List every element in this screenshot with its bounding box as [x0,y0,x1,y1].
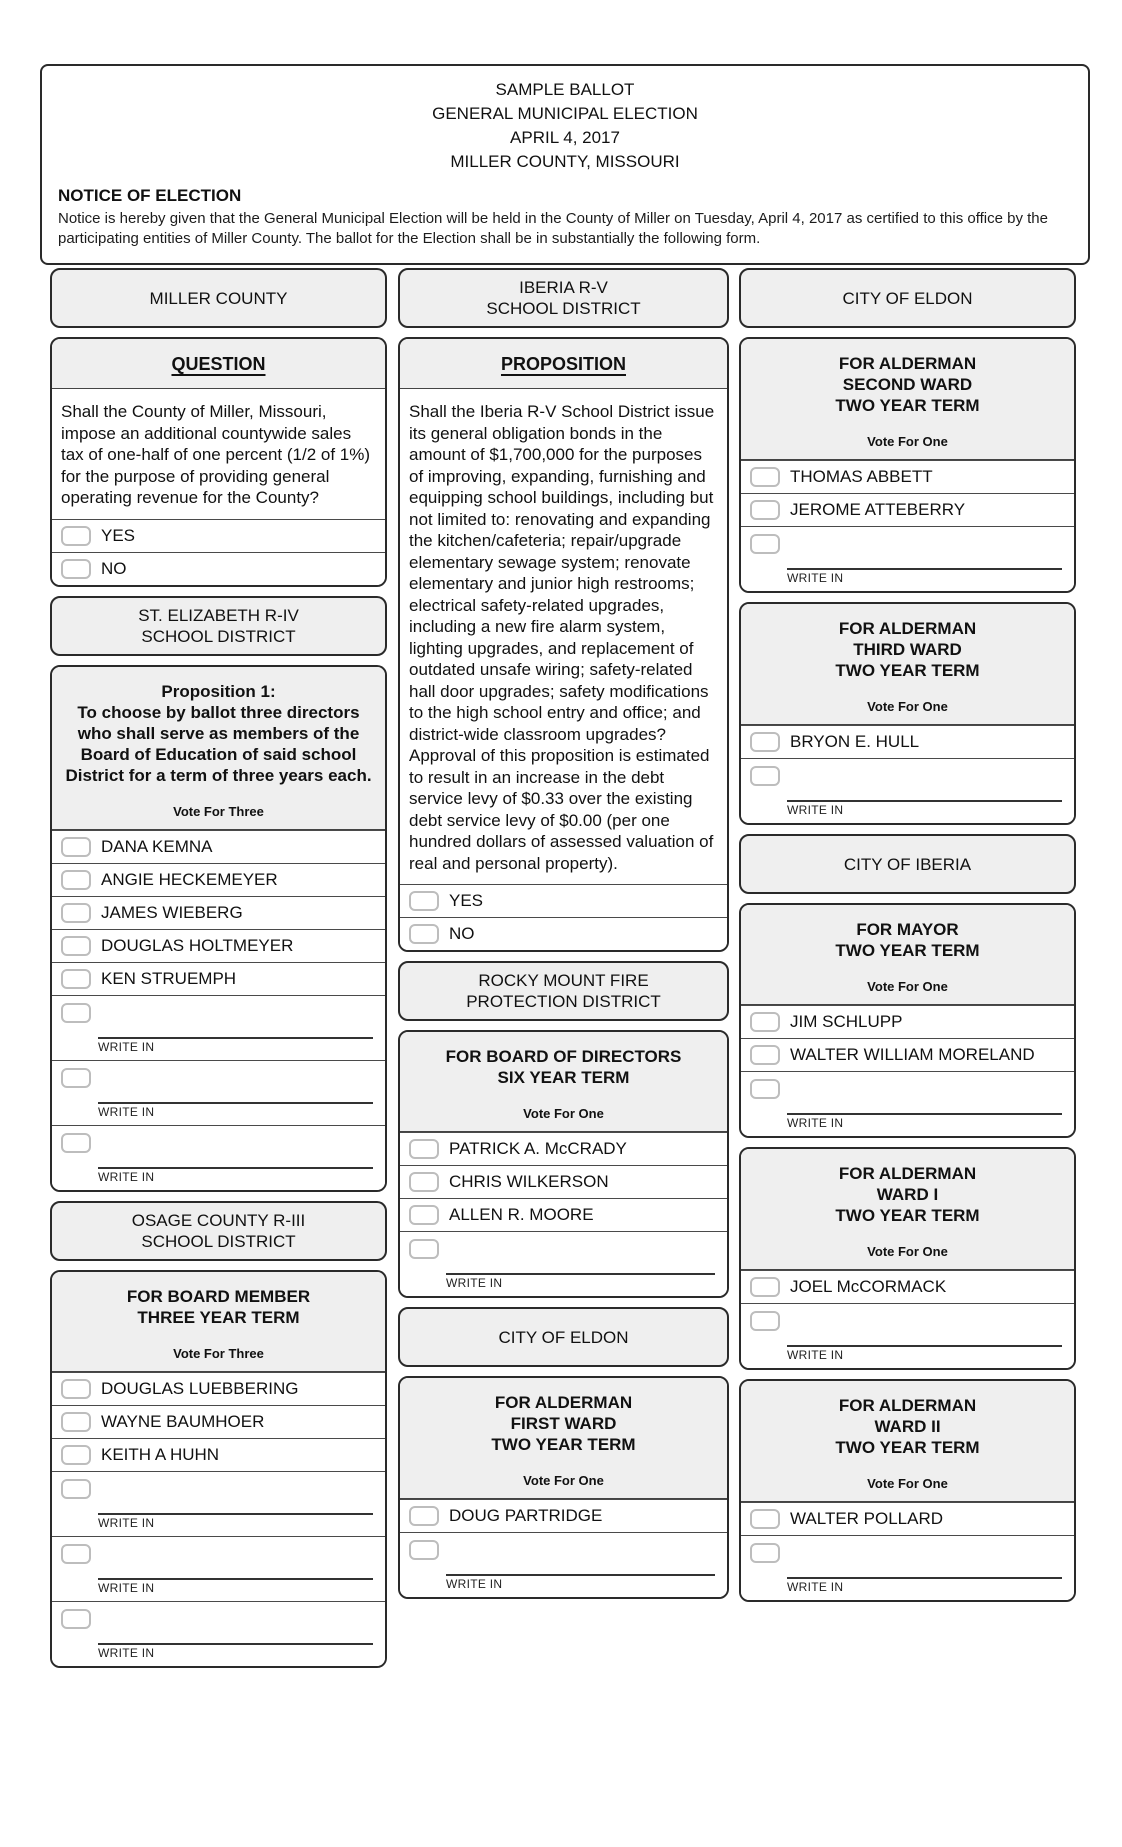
contest-title-line: TWO YEAR TERM [835,1438,980,1457]
candidate-row[interactable] [52,863,385,896]
contest-heading [741,339,1074,460]
candidate-row[interactable] [741,1038,1074,1071]
candidate-name: WALTER POLLARD [790,1509,944,1528]
jurisdiction-header [398,961,729,1021]
contest-title [62,1286,375,1328]
contest-title-line: To choose by ballot three directors who shall serve as members of the Board of Education of said school District for a term of three years each. [65,702,372,785]
checkbox[interactable] [409,891,439,911]
contest-title [62,681,375,786]
candidate-name: THOMAS ABBETT [790,467,933,486]
candidate-row[interactable] [52,896,385,929]
candidate-name: DOUGLAS HOLTMEYER [101,935,294,955]
measure-option-row[interactable] [52,519,385,552]
vote-for-label: Vote For One [867,1476,948,1491]
notice-text: Notice is hereby given that the General Municipal Election will be held in the County of Miller on Tuesday, April 4, 2017 as certified to this office by the participating entities of Miller County. The ballot for the Election shall be in substantially the following form. [58,210,1048,247]
checkbox[interactable] [409,1239,439,1259]
checkbox[interactable] [750,467,780,487]
candidate-name: JEROME ATTEBERRY [790,500,966,519]
write-in-label: WRITE IN [98,1039,155,1054]
contest-heading [741,905,1074,1005]
write-in-line [98,1102,373,1104]
ballot-title-line: MILLER COUNTY, MISSOURI [450,152,680,171]
checkbox[interactable] [61,837,91,857]
contest-title [410,1046,717,1088]
write-in-row[interactable] [741,1535,1074,1600]
jurisdiction-header-line: ST. ELIZABETH R-IV [138,605,299,625]
notice-title: NOTICE OF ELECTION [58,186,242,205]
jurisdiction-header [398,1307,729,1367]
write-in-label: WRITE IN [98,1515,155,1530]
checkbox[interactable] [61,1445,91,1465]
ballot-column-3 [739,268,1076,1611]
checkbox[interactable] [61,559,91,579]
contest-title-line: TWO YEAR TERM [835,941,980,960]
contest-heading [400,1378,727,1499]
checkbox[interactable] [409,1506,439,1526]
candidate-name: ALLEN R. MOORE [449,1205,594,1224]
write-in-row[interactable] [52,1125,385,1190]
measure-text: Shall the Iberia R-V School District issue its general obligation bonds in the amount of $1,700,000 for the purposes of improving, expanding, furnishing and equipping school buildings, including but not limited to: renovating and expanding the kitchen/cafeteria; repair/upgrade elementary sewage system; renovate elementary and junior high restrooms; electrical safety-related upgrades, including a new fire alarm system, lighting upgrades, and replacement of outdated unsafe wiring; safety-related hall door upgrades; safety modifications to the high school entry and office; and district-wide classroom upgrades? Approval of this proposition is estimated to result in an increase in the debt service levy of $0.33 over the existing debt service levy of $0.00 (per one hundred dollars of assessed valuation of real and personal property). [409,402,715,873]
write-in-row[interactable] [400,1231,727,1296]
checkbox[interactable] [750,1045,780,1065]
vote-for-label: Vote For One [867,434,948,449]
write-in-line [787,568,1062,570]
write-in-line [98,1578,373,1580]
checkbox[interactable] [750,1079,780,1099]
candidate-row[interactable] [741,460,1074,493]
jurisdiction-header-line: OSAGE COUNTY R-III [131,1210,306,1230]
contest-title-line: FOR ALDERMAN [838,619,977,638]
contest-box [50,665,387,1192]
candidate-row[interactable] [52,962,385,995]
candidate-row[interactable] [400,1165,727,1198]
contest-heading [52,1272,385,1372]
measure-title: PROPOSITION [500,354,626,374]
write-in-label: WRITE IN [98,1580,155,1595]
checkbox[interactable] [409,1172,439,1192]
candidate-name: DANA KEMNA [101,836,213,856]
candidate-row[interactable] [741,493,1074,526]
checkbox[interactable] [750,732,780,752]
contest-box [739,1379,1076,1602]
ballot-title-line: SAMPLE BALLOT [495,80,635,99]
candidate-row[interactable] [741,1005,1074,1038]
contest-title-line: FOR MAYOR [856,920,959,939]
write-in-row[interactable] [52,1536,385,1601]
contest-title-line: TWO YEAR TERM [835,396,980,415]
jurisdiction-header [50,268,387,328]
candidate-name: ANGIE HECKEMEYER [101,869,278,889]
notice-of-election-box [40,64,1090,265]
checkbox[interactable] [409,1540,439,1560]
checkbox[interactable] [750,1311,780,1331]
checkbox[interactable] [61,903,91,923]
write-in-row[interactable] [741,1071,1074,1136]
contest-title-line: FOR ALDERMAN [838,354,977,373]
contest-title [751,618,1064,681]
write-in-row[interactable] [741,1303,1074,1368]
vote-for-label: Vote For One [867,1244,948,1259]
write-in-line [787,800,1062,802]
contest-title-line: FOR ALDERMAN [494,1393,633,1412]
contest-title-line: SECOND WARD [842,375,973,394]
measure-text: Shall the County of Miller, Missouri, impose an additional countywide sales tax of one-half of one percent (1/2 of 1%) for the purpose of providing general operating revenue for the County? [61,402,371,507]
candidate-name: BRYON E. HULL [790,732,920,751]
checkbox[interactable] [61,1412,91,1432]
ballot-column-2 [398,268,729,1608]
contest-heading [741,1381,1074,1502]
jurisdiction-header-line: CITY OF IBERIA [843,854,972,874]
write-in-row[interactable] [52,995,385,1060]
checkbox[interactable] [61,1379,91,1399]
contest-title-line: WARD I [876,1185,939,1204]
vote-for-label: Vote For One [867,979,948,994]
measure-option-row[interactable] [400,884,727,917]
checkbox[interactable] [61,526,91,546]
contest-title-line: FOR ALDERMAN [838,1164,977,1183]
jurisdiction-header-line: IBERIA R-V [519,278,608,297]
jurisdiction-header-line: CITY OF ELDON [498,1327,629,1347]
contest-heading [400,1032,727,1132]
jurisdiction-header-line: MILLER COUNTY [149,288,288,308]
checkbox[interactable] [61,870,91,890]
checkbox[interactable] [61,969,91,989]
jurisdiction-header-line: SCHOOL DISTRICT [486,299,641,318]
jurisdiction-header-line: PROTECTION DISTRICT [466,992,661,1011]
checkbox[interactable] [750,1277,780,1297]
checkbox[interactable] [61,1003,91,1023]
checkbox[interactable] [61,1544,91,1564]
contest-title [751,919,1064,961]
write-in-label: WRITE IN [787,1116,844,1130]
contest-box [739,602,1076,825]
contest-box [398,1030,729,1298]
candidate-row[interactable] [741,725,1074,758]
ballot-title-line: APRIL 4, 2017 [510,128,620,147]
ballot-column-1 [50,268,387,1677]
vote-for-label: Vote For One [523,1106,604,1121]
candidate-name: JOEL McCORMACK [790,1277,947,1296]
candidate-name: DOUG PARTRIDGE [449,1506,603,1525]
jurisdiction-header [50,1201,387,1261]
contest-title-line: THIRD WARD [853,640,962,659]
measure-heading [400,339,727,389]
checkbox[interactable] [750,534,780,554]
candidate-row[interactable] [52,929,385,962]
measure-title: QUESTION [171,354,266,374]
candidate-row[interactable] [741,1270,1074,1303]
checkbox[interactable] [409,924,439,944]
contest-title-line: Proposition 1: [161,681,276,701]
candidate-name: WALTER WILLIAM MORELAND [790,1045,1035,1064]
checkbox[interactable] [750,1543,780,1563]
checkbox[interactable] [409,1205,439,1225]
vote-for-label: Vote For Three [173,1345,264,1361]
write-in-row[interactable] [741,526,1074,591]
contest-box [398,1376,729,1599]
write-in-row[interactable] [52,1601,385,1666]
candidate-row[interactable] [400,1198,727,1231]
candidate-row[interactable] [52,1372,385,1405]
jurisdiction-header [50,596,387,656]
jurisdiction-header-line: SCHOOL DISTRICT [141,626,296,646]
contest-title-line: WARD II [874,1417,941,1436]
option-label: NO [449,924,475,943]
measure-heading [52,339,385,389]
candidate-row[interactable] [52,1405,385,1438]
write-in-line [98,1513,373,1515]
contest-title [751,1395,1064,1458]
checkbox[interactable] [750,500,780,520]
vote-for-label: Vote For One [867,699,948,714]
contest-title [751,353,1064,416]
contest-title-line: SIX YEAR TERM [497,1068,630,1087]
write-in-line [446,1574,715,1576]
write-in-line [787,1345,1062,1347]
write-in-line [787,1577,1062,1579]
checkbox[interactable] [61,936,91,956]
contest-title-line: THREE YEAR TERM [137,1307,300,1327]
checkbox[interactable] [61,1068,91,1088]
write-in-line [98,1167,373,1169]
candidate-name: JAMES WIEBERG [101,902,243,922]
candidate-name: KEN STRUEMPH [101,968,237,988]
ballot-title-line: GENERAL MUNICIPAL ELECTION [432,104,698,123]
candidate-name: PATRICK A. McCRADY [449,1139,627,1158]
candidate-row[interactable] [52,830,385,863]
jurisdiction-header [739,268,1076,328]
contest-title-line: FIRST WARD [510,1414,617,1433]
measure-option-row[interactable] [400,917,727,950]
contest-title-line: TWO YEAR TERM [491,1435,636,1454]
contest-box [739,337,1076,593]
candidate-name: WAYNE BAUMHOER [101,1411,265,1431]
write-in-label: WRITE IN [98,1104,155,1119]
candidate-row[interactable] [400,1499,727,1532]
candidate-name: JIM SCHLUPP [790,1012,903,1031]
option-label: YES [101,525,136,545]
option-label: YES [449,891,484,910]
option-label: NO [101,558,127,578]
checkbox[interactable] [750,766,780,786]
candidate-row[interactable] [400,1132,727,1165]
write-in-row[interactable] [52,1060,385,1125]
write-in-label: WRITE IN [98,1169,155,1184]
candidate-name: CHRIS WILKERSON [449,1172,609,1191]
write-in-label: WRITE IN [787,1580,844,1594]
jurisdiction-header [398,268,729,328]
contest-box [739,1147,1076,1370]
contest-title-line: TWO YEAR TERM [835,661,980,680]
checkbox[interactable] [750,1509,780,1529]
write-in-row[interactable] [52,1471,385,1536]
checkbox[interactable] [750,1012,780,1032]
vote-for-label: Vote For Three [173,803,264,819]
write-in-label: WRITE IN [787,571,844,585]
ballot-measure-box [398,337,729,952]
candidate-row[interactable] [741,1502,1074,1535]
jurisdiction-header-line: ROCKY MOUNT FIRE [478,971,649,990]
contest-title-line: TWO YEAR TERM [835,1206,980,1225]
write-in-label: WRITE IN [446,1577,503,1591]
jurisdiction-header [739,834,1076,894]
contest-title [410,1392,717,1455]
candidate-row[interactable] [52,1438,385,1471]
vote-for-label: Vote For One [523,1473,604,1488]
write-in-label: WRITE IN [446,1276,503,1290]
write-in-line [98,1037,373,1039]
contest-heading [741,1149,1074,1270]
contest-title-line: FOR ALDERMAN [838,1396,977,1415]
candidate-name: DOUGLAS LUEBBERING [101,1378,299,1398]
checkbox[interactable] [61,1133,91,1153]
contest-heading [741,604,1074,725]
contest-title [751,1163,1064,1226]
contest-heading [52,667,385,830]
ballot-measure-box [50,337,387,587]
write-in-label: WRITE IN [98,1645,155,1660]
write-in-line [98,1643,373,1645]
write-in-line [446,1273,715,1275]
contest-box [739,903,1076,1138]
checkbox[interactable] [61,1609,91,1629]
write-in-label: WRITE IN [787,803,844,817]
contest-box [50,1270,387,1668]
contest-title-line: FOR BOARD OF DIRECTORS [445,1047,682,1066]
write-in-line [787,1113,1062,1115]
measure-option-row[interactable] [52,552,385,585]
write-in-row[interactable] [741,758,1074,823]
checkbox[interactable] [61,1479,91,1499]
checkbox[interactable] [409,1139,439,1159]
write-in-row[interactable] [400,1532,727,1597]
write-in-label: WRITE IN [787,1348,844,1362]
jurisdiction-header-line: CITY OF ELDON [842,288,973,308]
jurisdiction-header-line: SCHOOL DISTRICT [141,1231,296,1251]
candidate-name: KEITH A HUHN [101,1444,220,1464]
contest-title-line: FOR BOARD MEMBER [126,1286,311,1306]
